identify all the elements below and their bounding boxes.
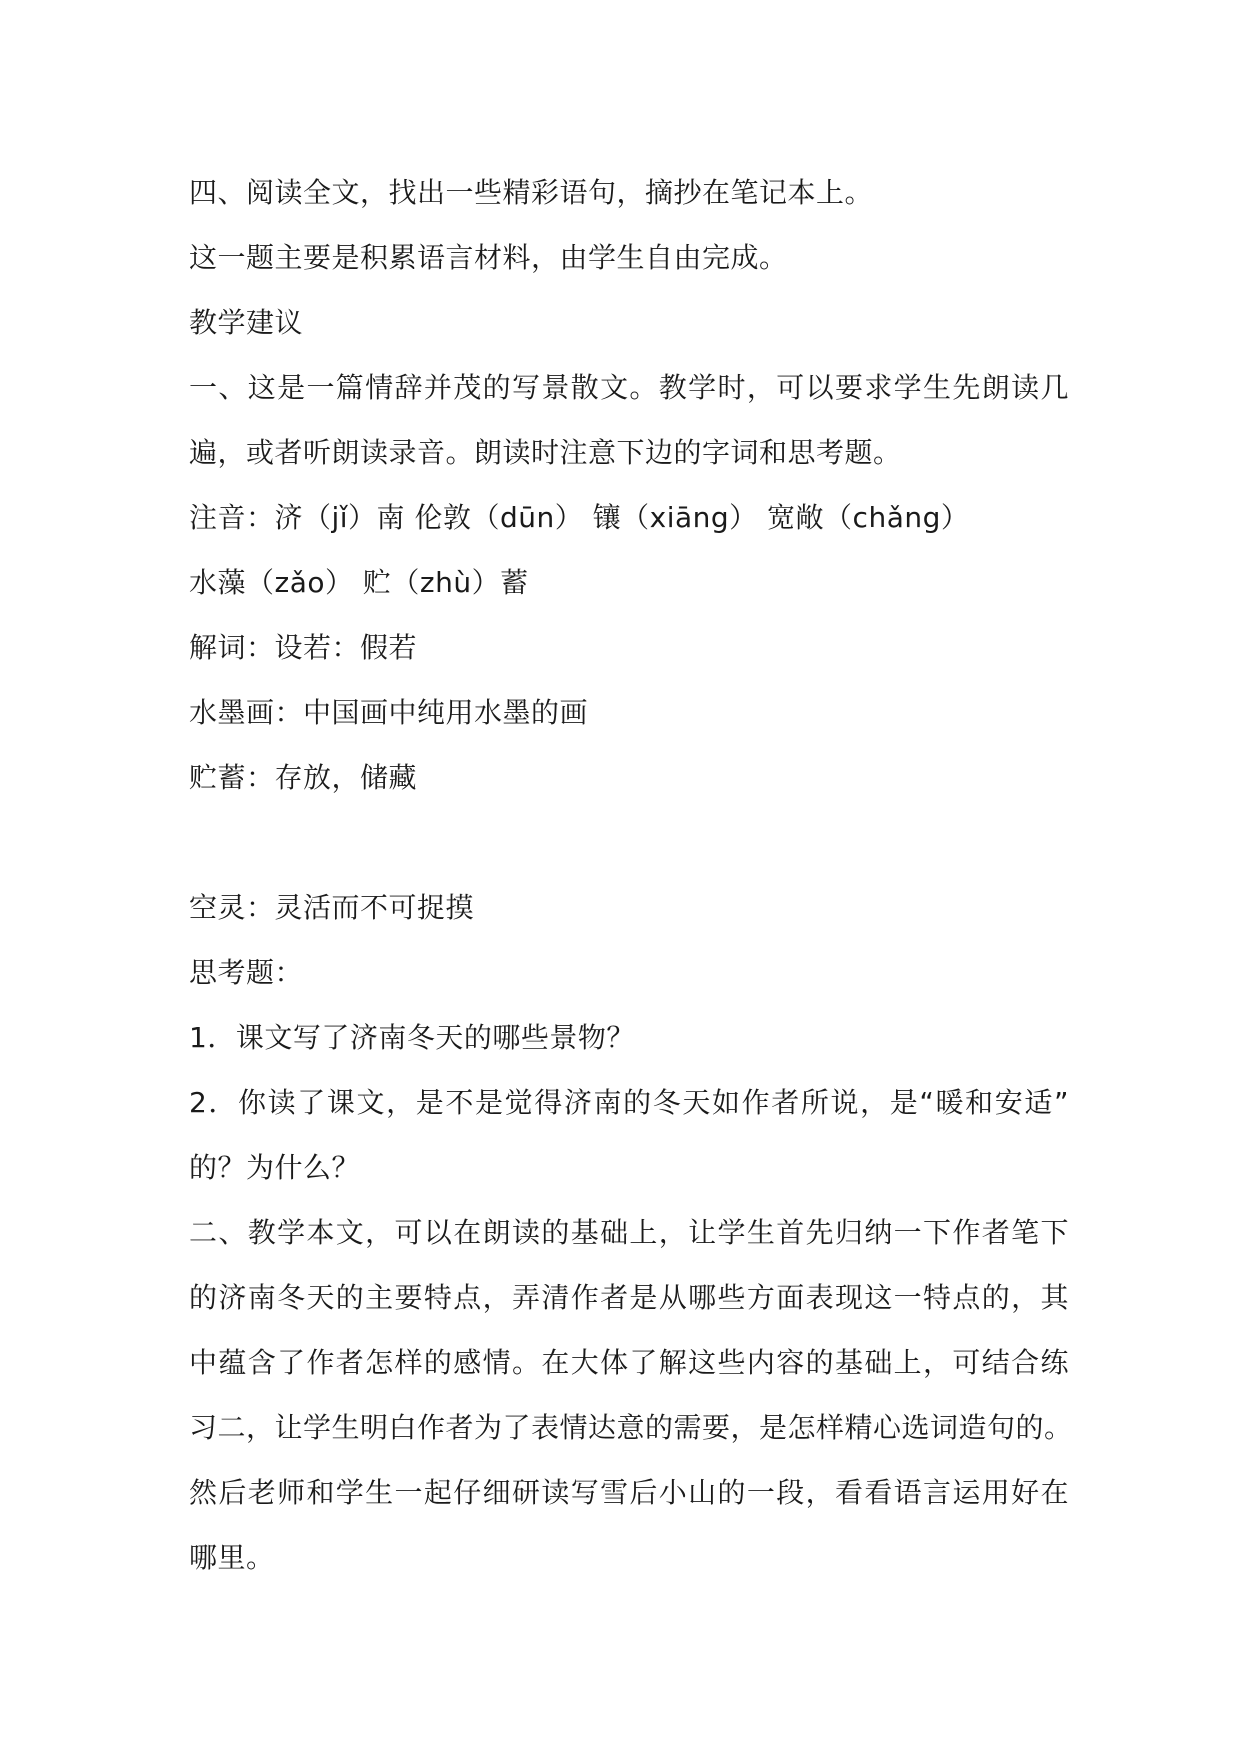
paragraph-suggestion-two-line-4: 习二，让学生明白作者为了表情达意的需要，是怎样精心选词造句的。 — [189, 1411, 1073, 1444]
paragraph-suggestion-two-line-3: 中蕴含了作者怎样的感情。在大体了解这些内容的基础上，可结合练 — [189, 1346, 1069, 1379]
vocabulary-kongling: 空灵：灵活而不可捉摸 — [189, 891, 475, 924]
phonetic-annotation-line-2: 水藻（zǎo） 贮（zhù）蓄 — [189, 566, 529, 599]
paragraph-exercise-four: 四、阅读全文，找出一些精彩语句，摘抄在笔记本上。 — [189, 176, 874, 209]
questions-heading: 思考题： — [189, 956, 304, 989]
paragraph-suggestion-two-line-5: 然后老师和学生一起仔细研读写雪后小山的一段，看看语言运用好在 — [189, 1476, 1069, 1509]
vocabulary-zhuxu: 贮蓄：存放，储藏 — [189, 761, 418, 794]
paragraph-suggestion-one-line-1: 一、这是一篇情辞并茂的写景散文。教学时，可以要求学生先朗读几 — [189, 371, 1069, 404]
phonetic-annotation-line-1: 注音：济（jǐ）南 伦敦（dūn） 镶（xiāng） 宽敞（chǎng） — [189, 501, 970, 534]
question-1: 1．课文写了济南冬天的哪些景物？ — [189, 1021, 635, 1054]
question-2-line-1: 2．你读了课文，是不是觉得济南的冬天如作者所说，是“暖和安适” — [189, 1086, 1069, 1119]
heading-teaching-suggestions: 教学建议 — [189, 306, 304, 339]
paragraph-exercise-four-note: 这一题主要是积累语言材料，由学生自由完成。 — [189, 241, 788, 274]
blank-line — [189, 810, 1069, 875]
question-2-line-2: 的？为什么？ — [189, 1151, 361, 1184]
vocabulary-shuimohua: 水墨画：中国画中纯用水墨的画 — [189, 696, 589, 729]
vocabulary-sheruo: 解词：设若：假若 — [189, 631, 418, 664]
paragraph-suggestion-two-line-6: 哪里。 — [189, 1541, 275, 1574]
paragraph-suggestion-two-line-2: 的济南冬天的主要特点，弄清作者是从哪些方面表现这一特点的，其 — [189, 1281, 1069, 1314]
paragraph-suggestion-one-line-2: 遍，或者听朗读录音。朗读时注意下边的字词和思考题。 — [189, 436, 902, 469]
document-body — [189, 160, 1073, 1590]
paragraph-suggestion-two-line-1: 二、教学本文，可以在朗读的基础上，让学生首先归纳一下作者笔下 — [189, 1216, 1069, 1249]
